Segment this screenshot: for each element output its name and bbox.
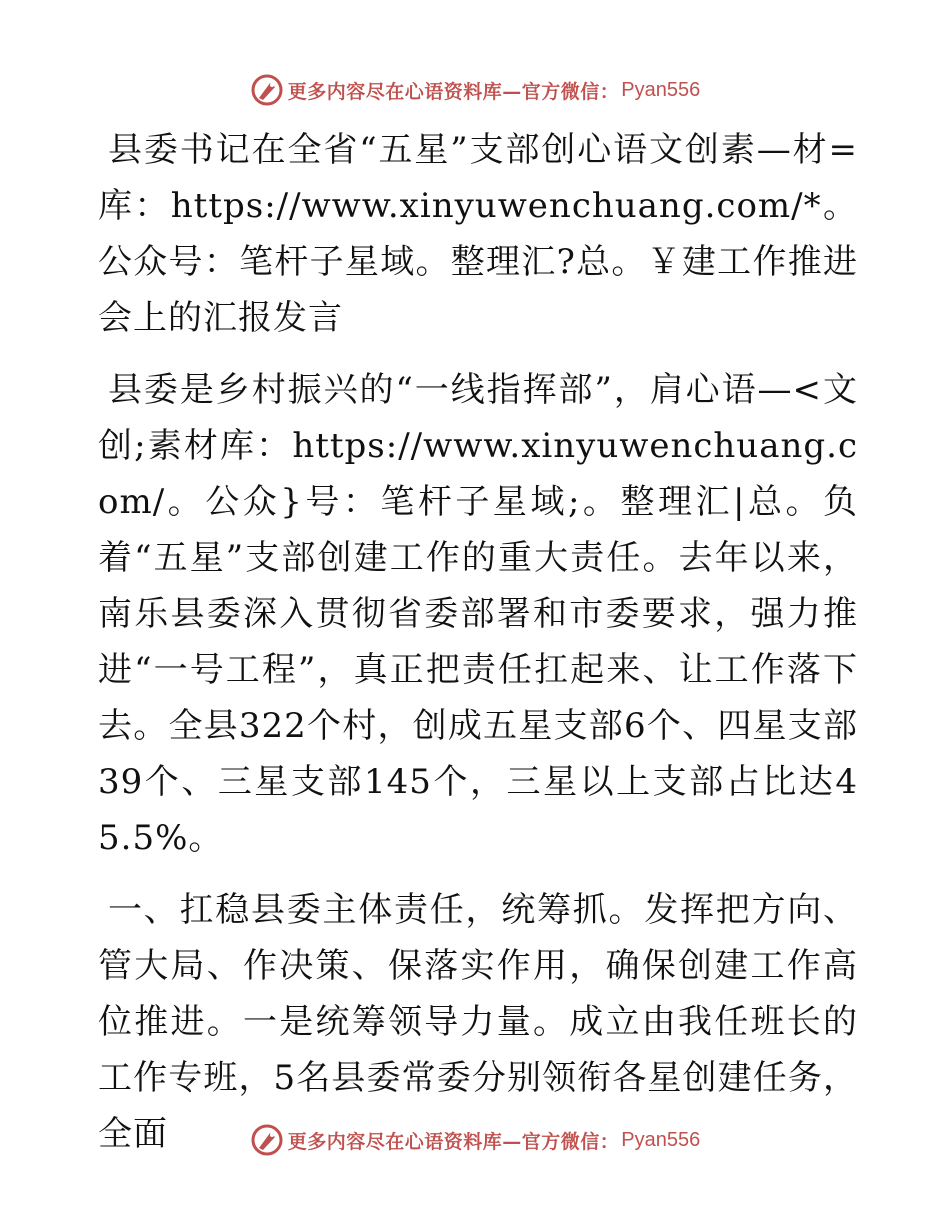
pen-nib-logo-icon [250,73,284,107]
watermark-text: 更多内容尽在心语资料库—官方微信： [287,1130,620,1153]
watermark-wechat-id: Pyan556 [621,1128,701,1151]
header-watermark [0,68,950,112]
footer-watermark [0,1118,950,1162]
body-paragraph: 县委是乡村振兴的“一线指挥部”，肩心语—<文创;素材库：https://www.xinyuwenchuang.com/。公众}号：笔杆子星域;。整理汇|总。负着“五星”支部创建工作的重大责任。去年以来，南乐县委深入贯彻省委部署和市委要求，强力推进“一号工程”，真正把责任扛起来、让工作落下去。全县322个村，创成五星支部6个、四星支部39个、三星支部145个，三星以上支部占比达45.5%。 [98,370,858,858]
watermark-wechat-id: Pyan556 [621,78,701,101]
watermark-text: 更多内容尽在心语资料库—官方微信： [287,80,620,103]
pen-nib-logo-icon [250,1123,284,1157]
body-paragraph: 一、扛稳县委主体责任，统筹抓。发挥把方向、管大局、作决策、保落实作用，确保创建工作高位推进。一是统筹领导力量。成立由我任班长的工作专班，5名县委常委分别领衔各星创建任务，全面 [98,890,858,1154]
document-body [98,122,858,1162]
document-title-paragraph: 县委书记在全省“五星”支部创心语文创素—材=库：https://www.xinyuwenchuang.com/*。公众号：笔杆子星域。整理汇?总。￥建工作推进会上的汇报发言 [98,130,858,338]
